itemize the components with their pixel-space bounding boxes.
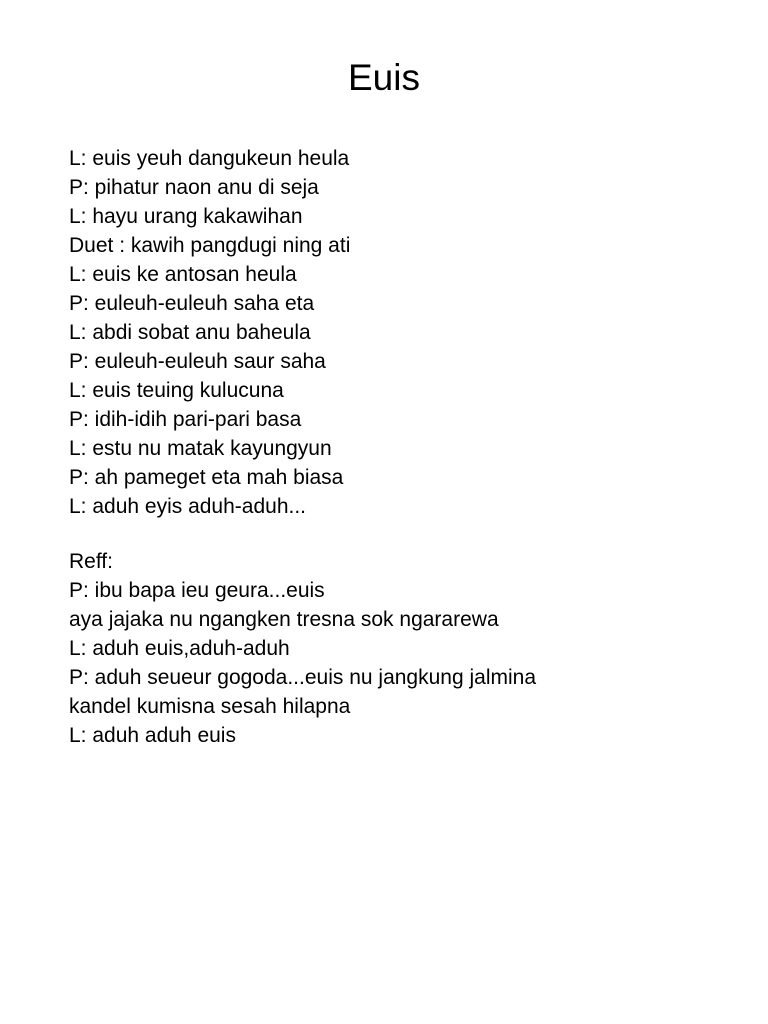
lyric-line: P: euleuh-euleuh saur saha [69,350,326,373]
stanza-verse [69,144,350,521]
document-title: Euis [348,57,420,98]
lyric-line: L: euis yeuh dangukeun heula [69,147,350,170]
lyric-line: P: idih-idih pari-pari basa [69,408,302,431]
lyric-line: Duet : kawih pangdugi ning ati [69,234,351,257]
lyric-line: P: euleuh-euleuh saha eta [69,292,315,315]
stanza-refrain [69,547,536,750]
lyric-line: P: ibu bapa ieu geura...euis [69,579,325,602]
lyric-line: L: aduh aduh euis [69,724,236,747]
lyric-line: L: hayu urang kakawihan [69,205,303,228]
lyric-line: L: estu nu matak kayungyun [69,437,332,460]
lyric-line: kandel kumisna sesah hilapna [69,695,351,718]
lyric-line: P: pihatur naon anu di seja [69,176,319,199]
lyric-line: L: aduh euis,aduh-aduh [69,637,290,660]
lyric-line: P: aduh seueur gogoda...euis nu jangkung jalmina [69,666,537,689]
lyric-line: aya jajaka nu ngangken tresna sok ngararewa [69,608,499,631]
lyric-line: L: aduh eyis aduh-aduh... [69,495,307,518]
lyric-line: P: ah pameget eta mah biasa [69,466,344,489]
lyric-line: L: euis ke antosan heula [69,263,297,286]
lyric-line: L: euis teuing kulucuna [69,379,284,402]
refrain-heading: Reff: [69,550,113,573]
lyric-line: L: abdi sobat anu baheula [69,321,311,344]
